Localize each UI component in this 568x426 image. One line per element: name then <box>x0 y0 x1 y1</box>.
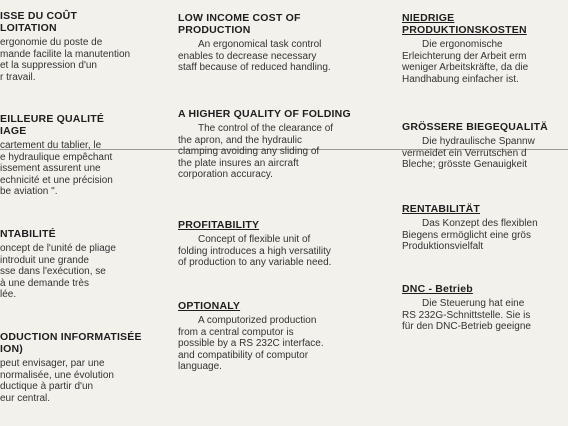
de-section-quality <box>402 121 568 171</box>
en-quality-heading: A HIGHER QUALITY OF FOLDING <box>178 108 351 120</box>
en-quality-text: The control of the clearance of the apron, and the hydraulic clamping avoiding any sliding of the plate insures an aircraft corporation accuracy. <box>178 123 334 181</box>
en-cost-heading: LOW INCOME COST OF PRODUCTION <box>178 12 301 36</box>
fr-profitability-heading: NTABILITÉ <box>0 228 56 240</box>
de-profitability-heading: RENTABILITÄT <box>402 203 481 215</box>
de-dnc-heading: DNC - Betrieb <box>402 283 473 295</box>
en-cost-text: An ergonomical task control enables to decrease necessary staff because of reduced handling. <box>178 39 331 74</box>
fr-section-profitability <box>0 228 168 301</box>
fr-section-cost <box>0 10 168 83</box>
de-cost-text: Die ergonomische Erleichterung der Arbeit erm weniger Arbeitskräfte, da die Handhabung einfacher ist. <box>402 39 529 85</box>
en-section-cost <box>178 12 396 74</box>
de-cost-heading: NIEDRIGE PRODUKTIONSKOSTEN <box>402 12 527 36</box>
en-optional-heading: OPTIONALY <box>178 300 241 312</box>
fr-computerized-heading: ODUCTION INFORMATISÉE ION) <box>0 331 142 355</box>
fr-section-quality <box>0 113 168 198</box>
fr-cost-text: ergonomie du poste de mande facilite la manutention et la suppression d'un r travail. <box>0 37 131 83</box>
en-profitability-text: Concept of flexible unit of folding introduces a high versatility of production to any variable need. <box>178 234 332 269</box>
de-section-dnc <box>402 283 568 333</box>
fr-profitability-text: oncept de l'unité de pliage introduit une grande sse dans l'exécution, se à une demande très lée. <box>0 243 116 301</box>
de-profitability-text: Das Konzept des flexiblen Biegens ermöglicht eine grös Produktionsvielfalt <box>402 218 538 253</box>
en-profitability-heading: PROFITABILITY <box>178 219 260 231</box>
fr-quality-heading: EILLEURE QUALITÉ IAGE <box>0 113 105 137</box>
en-section-profitability <box>178 219 396 269</box>
en-section-quality <box>178 108 396 181</box>
en-optional-text: A computorized production from a central computor is possible by a RS 232C interface. and compatibility of computor language. <box>178 315 324 373</box>
de-quality-heading: GRÖSSERE BIEGEQUALITÄ <box>402 121 548 133</box>
en-section-optional <box>178 300 396 373</box>
fr-computerized-text: peut envisager, par une normalisée, une évolution ductique à partir d'un eur central. <box>0 358 114 404</box>
de-quality-text: Die hydraulische Spannw vermeidet ein Verrutschen d Bleche; grösste Genauigkeit <box>402 136 535 171</box>
de-section-profitability <box>402 203 568 253</box>
de-dnc-text: Die Steuerung hat eine RS 232G-Schnittstelle. Sie is für den DNC-Betrieb geeigne <box>402 298 531 333</box>
fr-cost-heading: ISSE DU COÛT LOITATION <box>0 10 78 34</box>
fr-quality-text: cartement du tablier, le e hydraulique empêchant issement assurent une echnicité et une précision be aviation ". <box>0 140 113 198</box>
fr-section-computerized <box>0 331 168 404</box>
de-section-cost <box>402 12 568 85</box>
